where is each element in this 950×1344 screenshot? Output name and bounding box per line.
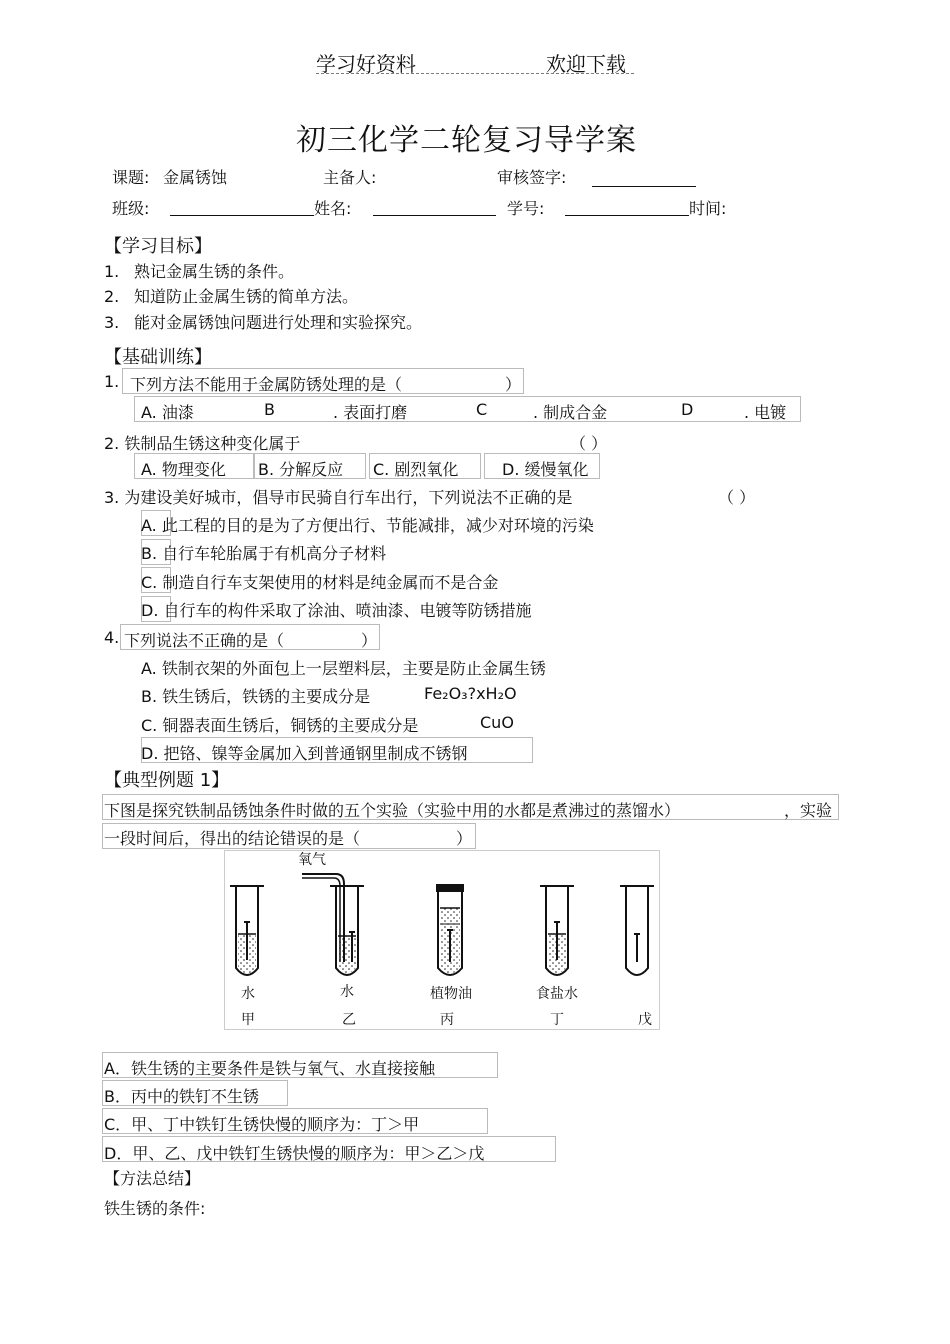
q3-option-d[interactable]: D. 自行车的构件采取了涂油、喷油漆、电镀等防锈措施 <box>141 601 532 620</box>
q3-option-c[interactable]: C. 制造自行车支架使用的材料是纯金属而不是合金 <box>141 573 499 592</box>
student-id-field[interactable] <box>565 197 689 216</box>
q4-stem: 下列说法不正确的是（ <box>124 631 285 650</box>
reviewer-signature-field[interactable] <box>592 168 696 187</box>
tube-name-bing: 丙 <box>440 1012 454 1028</box>
q2-option-a[interactable]: A. 物理变化 <box>141 460 226 479</box>
topic-value: 金属锈蚀 <box>163 168 228 187</box>
name-label: 姓名: <box>314 199 352 218</box>
example-option-c[interactable]: C．甲、丁中铁钉生锈快慢的顺序为：丁＞甲 <box>104 1115 420 1134</box>
basic-heading: 【基础训练】 <box>104 347 212 368</box>
tube-name-ding: 丁 <box>550 1012 564 1028</box>
goal-item: 2. 知道防止金属生锈的简单方法。 <box>104 287 359 306</box>
tube-name-wu: 戊 <box>638 1012 652 1028</box>
tube-label-ding: 食盐水 <box>536 986 578 1002</box>
q3-option-a[interactable]: A. 此工程的目的是为了方便出行、节能减排，减少对环境的污染 <box>141 516 594 535</box>
summary-line: 铁生锈的条件: <box>104 1199 206 1218</box>
q2-paren: （ ） <box>570 434 608 453</box>
q2-option-c[interactable]: C. 剧烈氧化 <box>373 460 459 479</box>
q1-option-c-letter[interactable]: C <box>476 400 488 419</box>
page-title: 初三化学二轮复习导学案 <box>296 123 637 158</box>
class-label: 班级: <box>112 199 150 218</box>
preparer-label: 主备人: <box>323 168 377 187</box>
class-field[interactable] <box>170 197 314 216</box>
q4-option-b[interactable]: B. 铁生锈后，铁锈的主要成分是 <box>141 687 371 706</box>
q4-option-c[interactable]: C. 铜器表面生锈后，铜锈的主要成分是 <box>141 716 419 735</box>
q2-option-b[interactable]: B. 分解反应 <box>258 460 344 479</box>
gas-label: 氧气 <box>298 852 326 868</box>
q3-paren: （ ） <box>718 488 756 507</box>
q4-number: 4. <box>104 628 120 647</box>
tube-name-jia: 甲 <box>241 1012 255 1028</box>
summary-heading: 【方法总结】 <box>104 1169 201 1188</box>
q2-option-d[interactable]: D. 缓慢氧化 <box>502 460 589 479</box>
tube-jia <box>230 886 264 975</box>
example-stem-line1: 下图是探究铁制品锈蚀条件时做的五个实验（实验中用的水都是煮沸过的蒸馏水） <box>104 801 681 820</box>
q4-option-d[interactable]: D. 把铬、镍等金属加入到普通钢里制成不锈钢 <box>141 744 468 763</box>
example-stem-paren: ） <box>456 829 473 848</box>
q1-paren: ） <box>505 375 522 394</box>
goal-item: 3. 能对金属锈蚀问题进行处理和实验探究。 <box>104 313 423 332</box>
q3-stem: 3. 为建设美好城市，倡导市民骑自行车出行，下列说法不正确的是 <box>104 488 573 507</box>
tube-label-bing: 植物油 <box>430 986 472 1002</box>
q1-options-box <box>134 396 801 422</box>
tube-label-yi: 水 <box>340 984 354 1000</box>
header-dashed-rule <box>316 73 634 74</box>
q1-option-d-letter[interactable]: D <box>681 400 694 419</box>
q1-stem: 下列方法不能用于金属防锈处理的是（ <box>130 375 403 394</box>
example-option-a[interactable]: A．铁生锈的主要条件是铁与氧气、水直接接触 <box>104 1059 435 1078</box>
goals-heading: 【学习目标】 <box>104 236 212 257</box>
topic-label: 课题: <box>112 168 150 187</box>
student-id-label: 学号: <box>507 199 545 218</box>
q1-option-d-text[interactable]: . 电镀 <box>744 403 787 422</box>
name-field[interactable] <box>373 197 496 216</box>
tube-name-yi: 乙 <box>342 1012 356 1028</box>
q4-formula-b: Fe₂O₃?xH₂O <box>424 684 517 703</box>
q1-option-b-text[interactable]: . 表面打磨 <box>333 403 408 422</box>
q4-option-a[interactable]: A. 铁制衣架的外面包上一层塑料层，主要是防止金属生锈 <box>141 659 546 678</box>
tube-bing <box>436 884 464 975</box>
example-stem-line2: 一段时间后，得出的结论错误的是（ <box>104 829 361 848</box>
example-stem-tail: ，实验 <box>784 801 833 820</box>
tube-label-jia: 水 <box>241 986 255 1002</box>
tube-yi <box>302 874 364 975</box>
q1-option-a[interactable]: A. 油漆 <box>141 403 194 422</box>
q3-option-b[interactable]: B. 自行车轮胎属于有机高分子材料 <box>141 544 387 563</box>
header-left: 学习好资料 <box>316 52 416 76</box>
q2-stem: 2. 铁制品生锈这种变化属于 <box>104 434 301 453</box>
q4-paren: ） <box>361 631 378 650</box>
q4-formula-c: CuO <box>480 713 514 732</box>
header-right: 欢迎下载 <box>546 52 626 76</box>
time-label: 时间: <box>689 199 727 218</box>
q1-option-b-letter[interactable]: B <box>264 400 275 419</box>
tube-wu <box>620 886 654 975</box>
goal-item: 1. 熟记金属生锈的条件。 <box>104 262 295 281</box>
reviewer-label: 审核签字: <box>497 168 567 187</box>
example-option-d[interactable]: D．甲、乙、戊中铁钉生锈快慢的顺序为：甲＞乙＞戊 <box>104 1144 485 1163</box>
tube-ding <box>540 886 574 975</box>
example-heading: 【典型例题 1】 <box>104 770 230 791</box>
q1-option-c-text[interactable]: . 制成合金 <box>533 403 608 422</box>
example-option-b[interactable]: B．丙中的铁钉不生锈 <box>104 1087 259 1106</box>
q1-number: 1. <box>104 372 120 391</box>
test-tube-figure <box>224 850 660 1030</box>
